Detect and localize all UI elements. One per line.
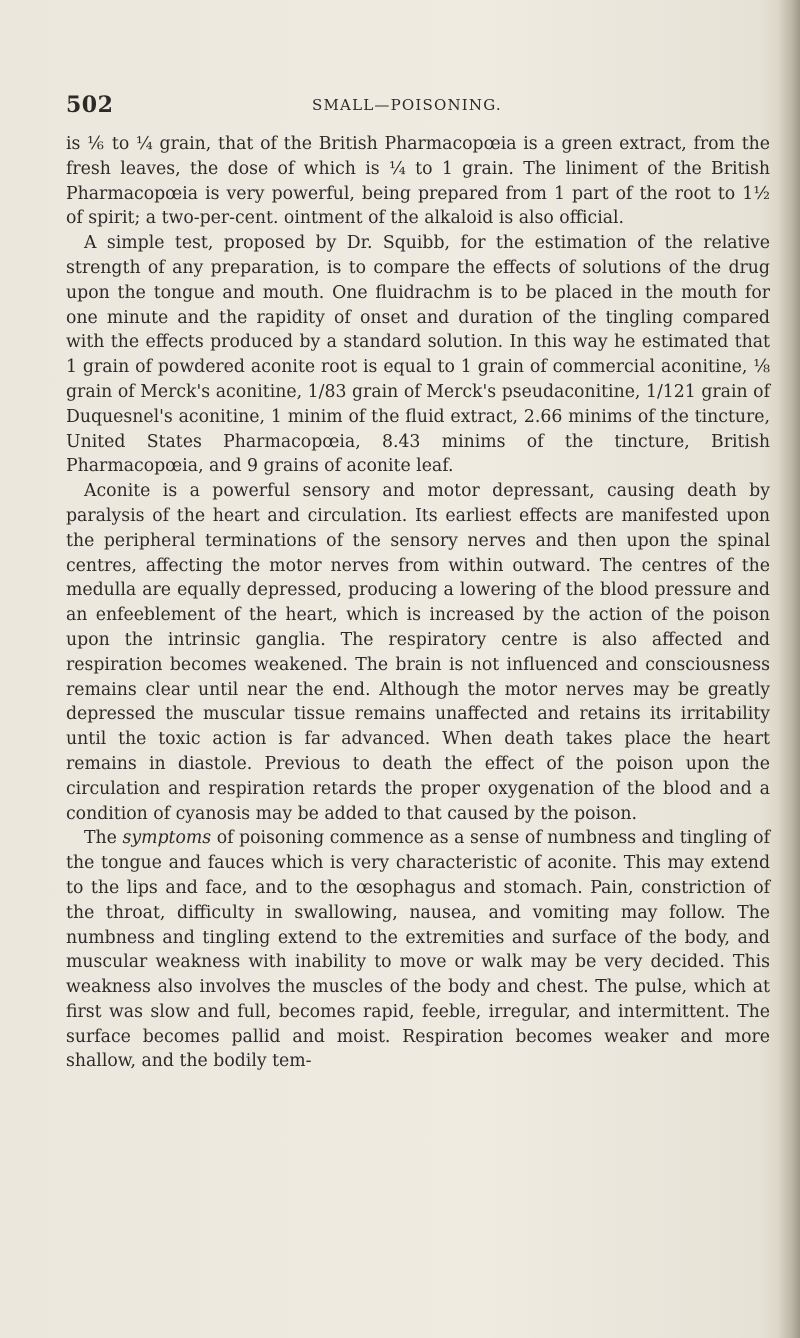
page-number: 502 bbox=[66, 92, 114, 118]
body-text bbox=[66, 132, 770, 1074]
symptoms-emphasis: symptoms bbox=[122, 828, 212, 849]
paragraph-physiological-action: Aconite is a powerful sensory and motor depressant, causing death by paralysis of the heart and circulation. Its earliest effects are manifested upon the peripheral terminations of the sensory nerves and then upon the spinal centres, affecting the motor nerves from within outward. The centres of the medulla are equally depressed, producing a lowering of the blood pressure and an enfeeblement of the heart, which is increased by the action of the poison upon the intrinsic ganglia. The respiratory centre is also affected and respiration becomes weakened. The brain is not influenced and consciousness remains clear until near the end. Although the motor nerves may be greatly depressed the muscular tissue remains unaffected and retains its irritability until the toxic action is far advanced. When death takes place the heart remains in diastole. Previous to death the effect of the poison upon the circulation and respiration retards the proper oxygenation of the blood and a condition of cyanosis may be added to that caused by the poison. bbox=[66, 481, 770, 824]
paragraph-dose-continuation: is ⅙ to ¼ grain, that of the British Pharmacopœia is a green extract, from the fresh leaves, the dose of which is ¼ to 1 grain. The liniment of the British Pharmacopœia is very powerful, being prepared from 1 part of the root to 1½ of spirit; a two-per-cent. ointment of the alkaloid is also official. bbox=[66, 134, 770, 229]
running-head: SMALL—POISONING. bbox=[312, 96, 502, 114]
paragraph-symptoms bbox=[66, 826, 770, 1074]
paragraph-squibb-test: A simple test, proposed by Dr. Squibb, for the estimation of the relative strength of any preparation, is to compare the effects of solutions of the drug upon the tongue and mouth. One fluidrachm is to be placed in the mouth for one minute and the rapidity of onset and duration of the tingling compared with the effects produced by a standard solution. In this way he estimated that 1 grain of powdered aconite root is equal to 1 grain of commercial aconitine, ⅛ grain of Merck's aconitine, 1/83 grain of Merck's pseudaconitine, 1/121 grain of Duquesnel's aconitine, 1 minim of the fluid extract, 2.66 minims of the tincture, United States Pharmacopœia, 8.43 minims of the tincture, British Pharmacopœia, and 9 grains of aconite leaf. bbox=[66, 233, 770, 477]
symptoms-rest: of poisoning commence as a sense of numbness and tingling of the tongue and fauces which is very characteristic of aconite. This may extend to the lips and face, and to the œsophagus and stomach. Pain, constriction of the throat, difficulty in swallowing, nausea, and vomiting may follow. The numbness and tingling extend to the extremities and surface of the body, and muscular weakness with inability to move or walk may be very decided. This weakness also involves the muscles of the body and chest. The pulse, which at first was slow and full, becomes rapid, feeble, irregular, and intermittent. The surface becomes pallid and moist. Respiration becomes weaker and more shallow, and the bodily tem- bbox=[66, 828, 770, 1072]
page-header bbox=[66, 92, 766, 120]
symptoms-lead: The bbox=[84, 828, 123, 849]
page-edge-shadow bbox=[778, 0, 800, 1338]
